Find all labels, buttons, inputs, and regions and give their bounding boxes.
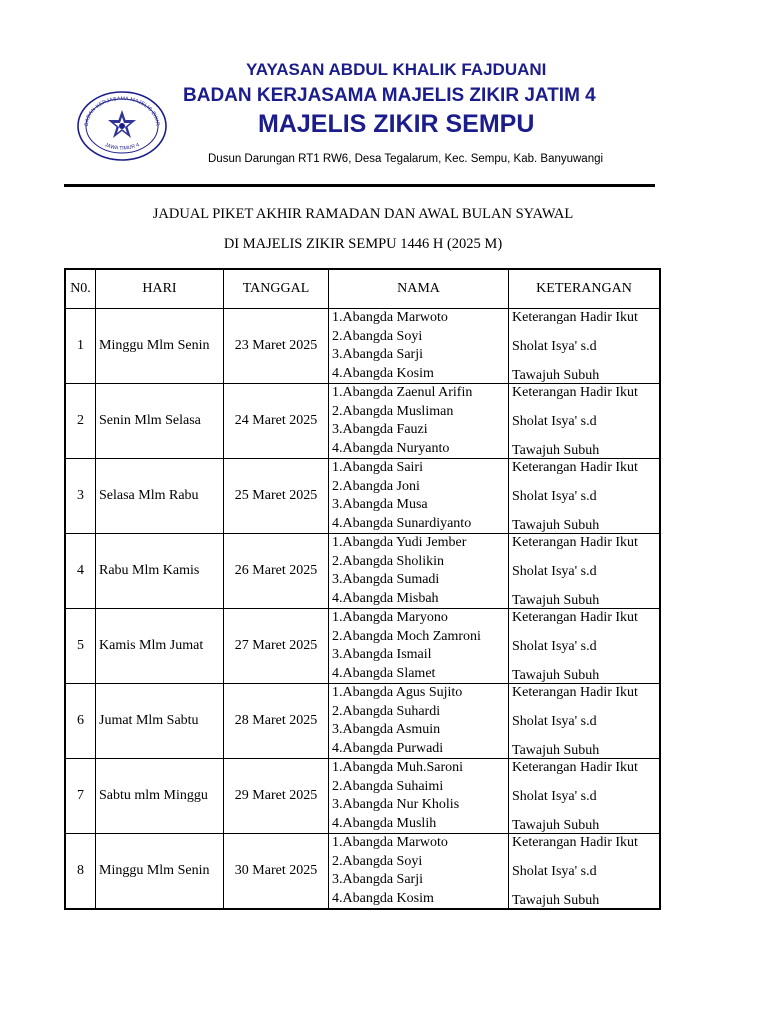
duty-person-name: 2.Abangda Suhardi (332, 703, 441, 719)
cell-keterangan (509, 684, 661, 759)
duty-person-name: 1.Abangda Marwoto (332, 310, 448, 325)
cell-keterangan (509, 534, 661, 609)
duty-person-name: 3.Abangda Fauzi (332, 422, 428, 437)
cell-hari: Minggu Mlm Senin (96, 834, 224, 910)
duty-schedule-table (64, 268, 661, 910)
cell-no: 4 (65, 534, 96, 609)
keterangan-line: Keterangan Hadir Ikut (512, 610, 638, 625)
duty-person-name: 2.Abangda Joni (332, 478, 420, 494)
keterangan-line: Tawajuh Subuh (512, 743, 600, 758)
cell-no: 1 (65, 309, 96, 384)
cell-no: 3 (65, 459, 96, 534)
duty-person-name: 1.Abangda Agus Sujito (332, 685, 463, 700)
cell-tanggal: 28 Maret 2025 (224, 684, 329, 759)
duty-person-name: 1.Abangda Sairi (332, 460, 423, 475)
duty-person-name: 4.Abangda Misbah (332, 590, 439, 606)
keterangan-line: Sholat Isya' s.d (512, 789, 597, 804)
keterangan-line: Tawajuh Subuh (512, 518, 600, 533)
table-row (65, 459, 660, 534)
cell-nama (329, 834, 509, 910)
council-name: BADAN KERJASAMA MAJELIS ZIKIR JATIM 4 (183, 85, 596, 106)
duty-person-name: 3.Abangda Asmuin (332, 722, 441, 737)
duty-person-name: 1.Abangda Yudi Jember (332, 535, 467, 550)
cell-keterangan (509, 309, 661, 384)
keterangan-line: Tawajuh Subuh (512, 818, 600, 833)
cell-tanggal: 29 Maret 2025 (224, 759, 329, 834)
duty-person-name: 1.Abangda Maryono (332, 610, 448, 625)
keterangan-line: Keterangan Hadir Ikut (512, 460, 638, 475)
duty-person-name: 1.Abangda Marwoto (332, 835, 448, 850)
cell-no: 5 (65, 609, 96, 684)
table-row (65, 384, 660, 459)
duty-person-name: 3.Abangda Sarji (332, 872, 423, 887)
keterangan-line: Tawajuh Subuh (512, 443, 600, 458)
cell-hari: Jumat Mlm Sabtu (96, 684, 224, 759)
table-row (65, 834, 660, 910)
table-row (65, 534, 660, 609)
cell-no: 8 (65, 834, 96, 910)
cell-keterangan (509, 459, 661, 534)
cell-tanggal: 24 Maret 2025 (224, 384, 329, 459)
keterangan-line: Tawajuh Subuh (512, 893, 600, 908)
keterangan-line: Sholat Isya' s.d (512, 864, 597, 879)
cell-no: 7 (65, 759, 96, 834)
document-subtitle: DI MAJELIS ZIKIR SEMPU 1446 H (2025 M) (223, 236, 503, 252)
cell-tanggal: 27 Maret 2025 (224, 609, 329, 684)
cell-keterangan (509, 609, 661, 684)
duty-person-name: 4.Abangda Purwadi (332, 740, 444, 756)
cell-nama (329, 534, 509, 609)
cell-no: 2 (65, 384, 96, 459)
keterangan-line: Keterangan Hadir Ikut (512, 535, 638, 550)
duty-person-name: 3.Abangda Ismail (332, 647, 432, 662)
organization-logo (76, 90, 168, 162)
table-row (65, 309, 660, 384)
duty-person-name: 1.Abangda Zaenul Arifin (332, 385, 473, 400)
duty-person-name: 3.Abangda Nur Kholis (332, 797, 460, 812)
duty-person-name: 2.Abangda Suhaimi (332, 778, 444, 794)
cell-hari: Sabtu mlm Minggu (96, 759, 224, 834)
column-header-nama: NAMA (329, 269, 509, 309)
cell-hari: Minggu Mlm Senin (96, 309, 224, 384)
keterangan-line: Sholat Isya' s.d (512, 489, 597, 504)
duty-person-name: 2.Abangda Musliman (332, 403, 454, 419)
keterangan-line: Keterangan Hadir Ikut (512, 760, 638, 775)
keterangan-line: Tawajuh Subuh (512, 368, 600, 383)
cell-nama (329, 684, 509, 759)
keterangan-line: Keterangan Hadir Ikut (512, 685, 638, 700)
cell-no: 6 (65, 684, 96, 759)
duty-person-name: 2.Abangda Sholikin (332, 553, 444, 569)
column-header-tanggal: TANGGAL (224, 269, 329, 309)
cell-hari: Rabu Mlm Kamis (96, 534, 224, 609)
table-row (65, 684, 660, 759)
svg-text:BADAN KERJASAMA MAJELIS ZIKIR: BADAN KERJASAMA MAJELIS ZIKIR (83, 95, 161, 127)
duty-person-name: 4.Abangda Nuryanto (332, 440, 450, 456)
duty-person-name: 1.Abangda Muh.Saroni (332, 760, 464, 775)
duty-person-name: 4.Abangda Muslih (332, 815, 437, 831)
duty-person-name: 2.Abangda Soyi (332, 328, 423, 344)
keterangan-line: Tawajuh Subuh (512, 668, 600, 683)
foundation-name: YAYASAN ABDUL KHALIK FAJDUANI (246, 60, 547, 79)
duty-person-name: 3.Abangda Sarji (332, 347, 423, 362)
cell-hari: Kamis Mlm Jumat (96, 609, 224, 684)
cell-nama (329, 384, 509, 459)
cell-nama (329, 459, 509, 534)
cell-tanggal: 23 Maret 2025 (224, 309, 329, 384)
keterangan-line: Tawajuh Subuh (512, 593, 600, 608)
cell-keterangan (509, 834, 661, 910)
keterangan-line: Sholat Isya' s.d (512, 639, 597, 654)
cell-tanggal: 30 Maret 2025 (224, 834, 329, 910)
keterangan-line: Keterangan Hadir Ikut (512, 385, 638, 400)
cell-hari: Selasa Mlm Rabu (96, 459, 224, 534)
letterhead-divider (64, 184, 655, 187)
document-title: JADUAL PIKET AKHIR RAMADAN DAN AWAL BULAN SYAWAL (152, 206, 574, 222)
keterangan-line: Sholat Isya' s.d (512, 714, 597, 729)
duty-person-name: 4.Abangda Slamet (332, 665, 436, 681)
duty-person-name: 4.Abangda Sunardiyanto (332, 515, 472, 531)
keterangan-line: Sholat Isya' s.d (512, 414, 597, 429)
address: Dusun Darungan RT1 RW6, Desa Tegalarum, Kec. Sempu, Kab. Banyuwangi (208, 153, 604, 165)
keterangan-line: Keterangan Hadir Ikut (512, 835, 638, 850)
table-header-row (65, 269, 660, 309)
duty-person-name: 3.Abangda Musa (332, 497, 428, 512)
duty-person-name: 4.Abangda Kosim (332, 365, 434, 381)
cell-keterangan (509, 759, 661, 834)
cell-tanggal: 25 Maret 2025 (224, 459, 329, 534)
cell-nama (329, 759, 509, 834)
duty-person-name: 4.Abangda Kosim (332, 890, 434, 906)
cell-nama (329, 609, 509, 684)
keterangan-line: Sholat Isya' s.d (512, 339, 597, 354)
majelis-name: MAJELIS ZIKIR SEMPU (258, 110, 535, 138)
keterangan-line: Keterangan Hadir Ikut (512, 310, 638, 325)
keterangan-line: Sholat Isya' s.d (512, 564, 597, 579)
duty-person-name: 2.Abangda Moch Zamroni (332, 628, 481, 644)
cell-keterangan (509, 384, 661, 459)
cell-hari: Senin Mlm Selasa (96, 384, 224, 459)
cell-nama (329, 309, 509, 384)
column-header-keterangan: KETERANGAN (509, 269, 661, 309)
duty-person-name: 3.Abangda Sumadi (332, 572, 440, 587)
table-row (65, 609, 660, 684)
cell-tanggal: 26 Maret 2025 (224, 534, 329, 609)
column-header-no: N0. (65, 269, 96, 309)
duty-person-name: 2.Abangda Soyi (332, 853, 423, 869)
svg-text:JAWA TIMUR 4: JAWA TIMUR 4 (103, 142, 141, 152)
table-row (65, 759, 660, 834)
column-header-hari: HARI (96, 269, 224, 309)
